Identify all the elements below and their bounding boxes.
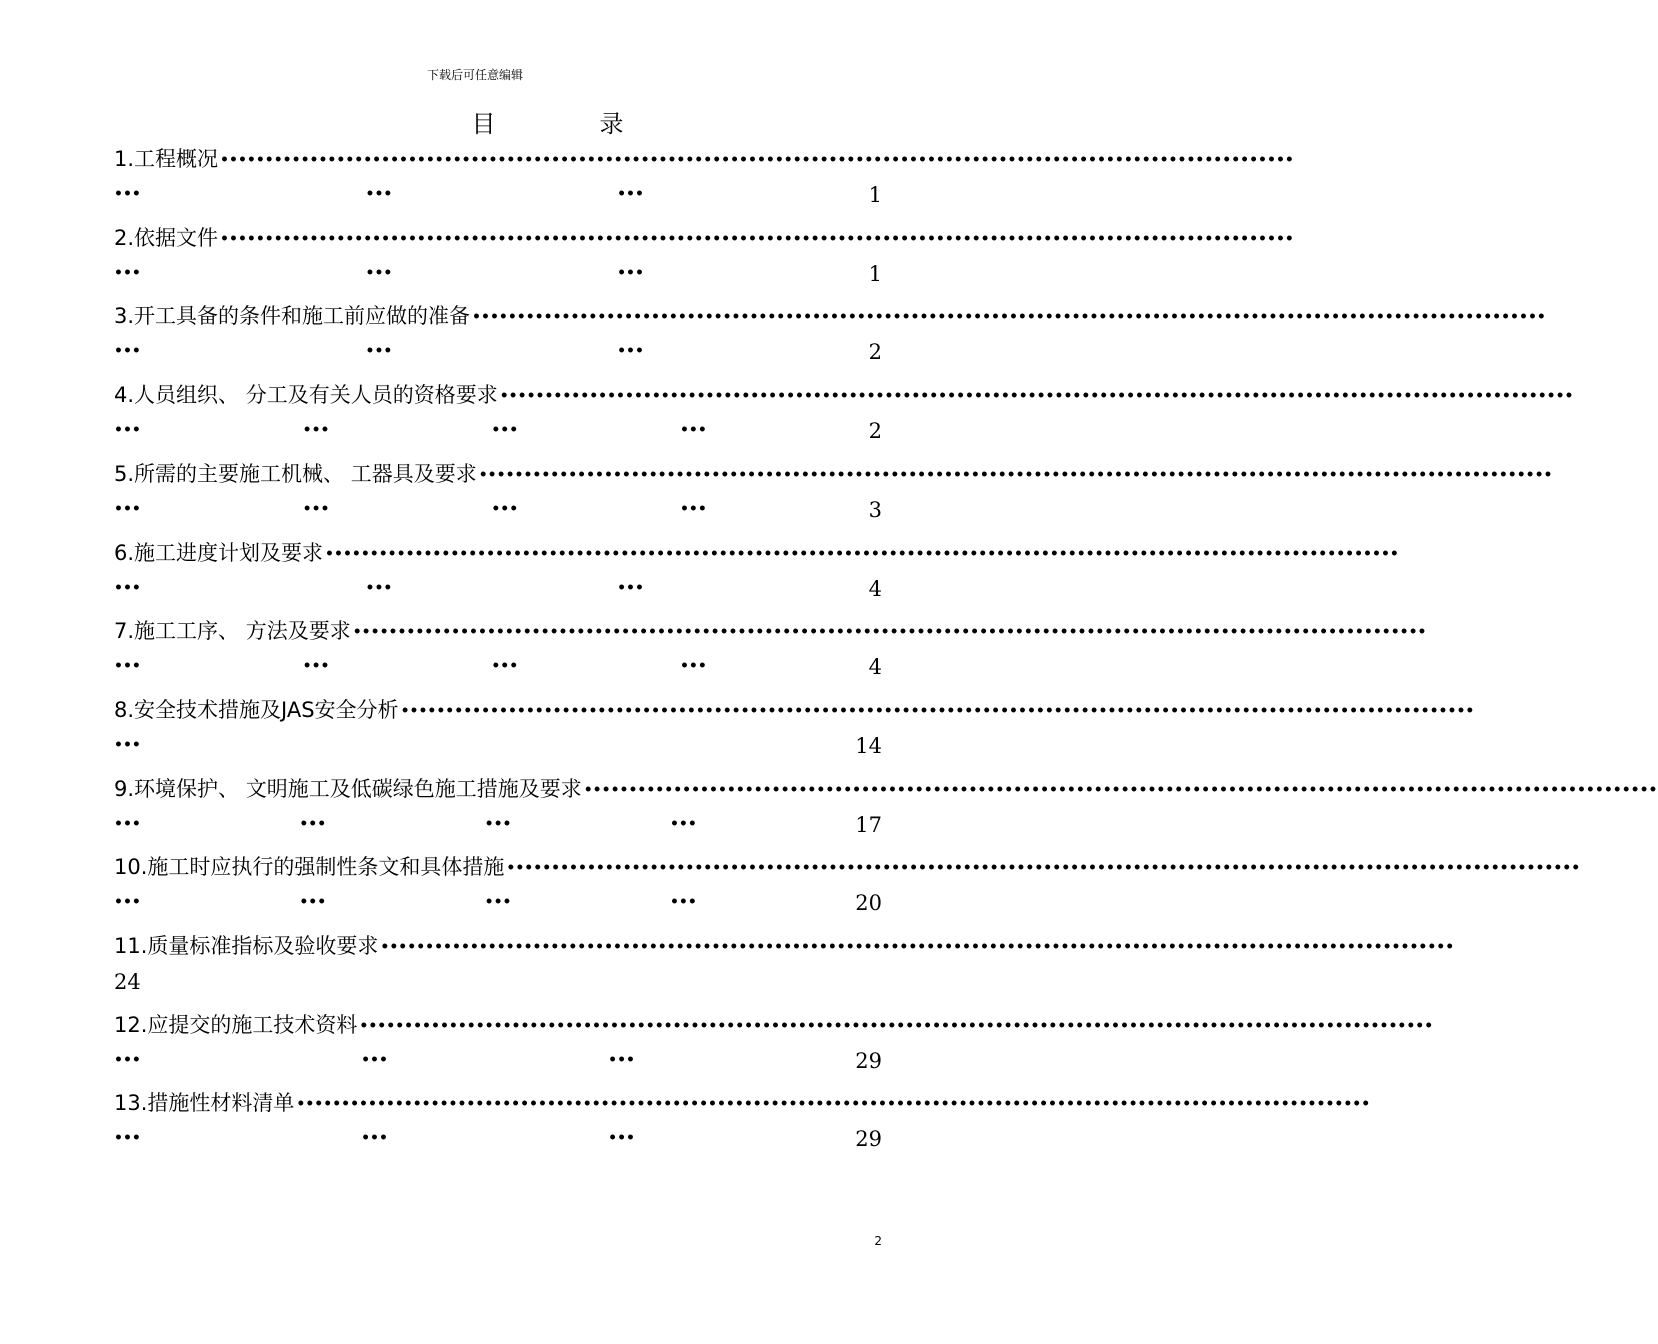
toc-entry-label: 9.环境保护、 文明施工及低碳绿色施工措施及要求 [114, 776, 582, 801]
dot-leader: •••••••••••••••••••••••••••••••••••••••••••••••••••••••••••••••••••••••••••••••••••••••••••••••••••••••••••••••••••••••• [400, 702, 1475, 719]
toc-entry[interactable] [114, 379, 1574, 408]
dot-leader: ••• [365, 186, 393, 202]
dot-leader: •••••••••••••••••••••••••••••••••••••••••••••••••••••••••••••••••••••••••••••••••••••••••••••••••••••••••••••••••••••••• [499, 388, 1574, 405]
dot-leader: ••• [617, 186, 644, 202]
dot-leader: ••• [114, 186, 141, 202]
toc-entry-page-number: 4 [868, 655, 882, 680]
toc-entry-page-number: 29 [855, 1127, 882, 1152]
dot-leader: ••• [679, 422, 707, 439]
dot-leader: ••• [361, 1130, 388, 1147]
dot-leader: ••• [114, 343, 141, 360]
dot-leader: •••••••••••••••••••••••••••••••••••••••••••••••••••••••••••••••••••••••••••••••••••••••••••••••••••••••••••••••••••••••• [359, 1017, 1434, 1034]
toc-entry-page-row [114, 183, 882, 211]
toc-entry-page-row [114, 891, 882, 919]
toc-entry-page-row [114, 970, 882, 998]
toc-entry-label: 12.应提交的施工技术资料 [114, 1012, 358, 1037]
toc-entry[interactable] [114, 851, 1581, 880]
toc-entry-page-number: 14 [855, 733, 882, 758]
dot-leader: ••• [669, 815, 697, 832]
toc-entry-page-number: 29 [855, 1048, 882, 1073]
dot-leader: ••• [365, 579, 393, 596]
dot-leader: ••• [484, 815, 512, 832]
toc-entry-page-number: 4 [868, 576, 882, 601]
dot-leader: ••• [114, 736, 141, 753]
dot-leader: •••••••••••••••••••••••••••••••••••••••••••••••••••••••••••••••••••••••••••••••••••••••••••••••••••••••••••••••••••••••• [380, 939, 1455, 955]
dot-leader: ••• [491, 422, 519, 439]
dot-leader: ••• [617, 343, 644, 360]
toc-entry[interactable] [114, 222, 1294, 250]
toc-entry-page-row [114, 813, 882, 841]
toc-entry-label: 4.人员组织、 分工及有关人员的资格要求 [114, 383, 498, 408]
dot-leader: ••• [679, 500, 707, 517]
dot-leader: •••••••••••••••••••••••••••••••••••••••••••••••••••••••••••••••••••••••••••••••••••••••••••••••••••••••••••••••••••••••• [472, 309, 1546, 326]
dot-leader: ••• [669, 894, 697, 911]
toc-entry-label: 1.工程概况 [114, 147, 219, 171]
toc-entry-page-row [114, 340, 882, 368]
toc-entry-page-number: 20 [855, 891, 882, 916]
toc-entry-page-number: 2 [868, 340, 882, 365]
dot-leader: •••••••••••••••••••••••••••••••••••••••••••••••••••••••••••••••••••••••••••••••••••••••••••••••••••••••••••••••••••••••• [352, 624, 1427, 641]
footer-page-number: 2 [874, 1234, 882, 1248]
toc-entry-page-number: 2 [868, 419, 882, 444]
toc-entry-label: 7.施工工序、 方法及要求 [114, 619, 351, 644]
dot-leader: •••••••••••••••••••••••••••••••••••••••••••••••••••••••••••••••••••••••••••••••••••••••••••••••••••••••••••••••••••••••• [478, 466, 1553, 483]
dot-leader: ••• [361, 1051, 388, 1068]
toc-entry-page-row [114, 1049, 882, 1077]
dot-leader: ••• [299, 894, 327, 911]
toc-entry-page-row [114, 734, 882, 762]
dot-leader: ••• [114, 815, 141, 832]
toc-entry-page-row [114, 577, 882, 605]
dot-leader: ••• [114, 1051, 141, 1068]
dot-leader: ••• [365, 264, 393, 281]
toc-title-left: 目 [471, 110, 496, 138]
dot-leader: •••••••••••••••••••••••••••••••••••••••••••••••••••••••••••••••••••••••••••••••••••••••••••••••••••••••••••••••••••••••• [506, 860, 1581, 877]
toc-entry[interactable] [114, 458, 1553, 486]
dot-leader: •••••••••••••••••••••••••••••••••••••••••••••••••••••••••••••••••••••••••••••••••••••••••••••••••••••••••••••••••••••••• [220, 230, 1294, 247]
dot-leader: ••• [302, 422, 330, 439]
toc-entry[interactable] [114, 1087, 1371, 1116]
toc-entry-page-number: 3 [868, 497, 882, 522]
toc-entry[interactable] [114, 773, 1658, 801]
toc-entry-page-number: 24 [114, 970, 141, 994]
toc-entry-label: 6.施工进度计划及要求 [114, 540, 324, 565]
toc-entry[interactable] [114, 537, 1399, 565]
toc-entry-page-row [114, 1127, 882, 1155]
dot-leader: ••• [302, 500, 330, 517]
dot-leader: ••• [679, 658, 707, 675]
dot-leader: ••• [608, 1130, 636, 1147]
dot-leader: ••• [114, 500, 141, 517]
toc-entry[interactable] [114, 1009, 1434, 1037]
dot-leader: ••• [608, 1051, 636, 1068]
toc-entry-label: 5.所需的主要施工机械、 工器具及要求 [114, 461, 477, 486]
dot-leader: ••• [302, 658, 330, 675]
toc-entry-label: 8.安全技术措施及JAS安全分析 [114, 697, 399, 722]
toc-entry[interactable] [114, 694, 1475, 722]
dot-leader: ••• [114, 894, 141, 911]
dot-leader: ••• [484, 894, 512, 911]
dot-leader: ••• [114, 658, 141, 675]
toc-entry-page-number: 1 [868, 261, 882, 286]
dot-leader: ••• [299, 815, 327, 832]
toc-title [0, 104, 1095, 139]
dot-leader: •••••••••••••••••••••••••••••••••••••••••••••••••••••••••••••••••••••••••••••••••••••••••••••••••••••••••••••••••••••••• [220, 152, 1294, 168]
header-note: 下载后可任意编辑 [426, 68, 523, 82]
toc-entry-label: 2.依据文件 [114, 225, 219, 250]
dot-leader: ••• [617, 579, 644, 596]
toc-entry-page-number: 17 [855, 812, 882, 837]
toc-entry-page-row [114, 498, 882, 526]
toc-title-right: 录 [599, 110, 624, 138]
toc-entry-label: 3.开工具备的条件和施工前应做的准备 [114, 304, 471, 329]
toc-entry-label: 10.施工时应执行的强制性条文和具体措施 [114, 855, 505, 880]
dot-leader: ••• [114, 264, 141, 281]
toc-entry[interactable] [114, 143, 1294, 171]
dot-leader: •••••••••••••••••••••••••••••••••••••••••••••••••••••••••••••••••••••••••••••••••••••••••••••••••••••••••••••••••••••••• [325, 545, 1399, 562]
toc-entry[interactable] [114, 615, 1427, 644]
dot-leader: ••• [114, 1130, 141, 1147]
toc-entry-page-row [114, 262, 882, 290]
toc-entry-page-row [114, 655, 882, 683]
toc-entry[interactable] [114, 930, 1455, 958]
toc-entry-page-row [114, 419, 882, 447]
dot-leader: ••• [114, 579, 141, 596]
dot-leader: ••• [114, 422, 141, 439]
toc-entry[interactable] [114, 300, 1546, 329]
toc-entry-label: 11.质量标准指标及验收要求 [114, 934, 379, 958]
dot-leader: ••• [365, 343, 393, 360]
dot-leader: •••••••••••••••••••••••••••••••••••••••••••••••••••••••••••••••••••••••••••••••••••••••••••••••••••••••••••••••••••••••• [583, 781, 1658, 798]
dot-leader: •••••••••••••••••••••••••••••••••••••••••••••••••••••••••••••••••••••••••••••••••••••••••••••••••••••••••••••••••••••••• [296, 1096, 1371, 1113]
dot-leader: ••• [491, 658, 519, 675]
toc-entry-page-number: 1 [868, 183, 882, 207]
dot-leader: ••• [617, 264, 644, 281]
dot-leader: ••• [491, 500, 519, 517]
toc-entry-label: 13.措施性材料清单 [114, 1091, 295, 1116]
